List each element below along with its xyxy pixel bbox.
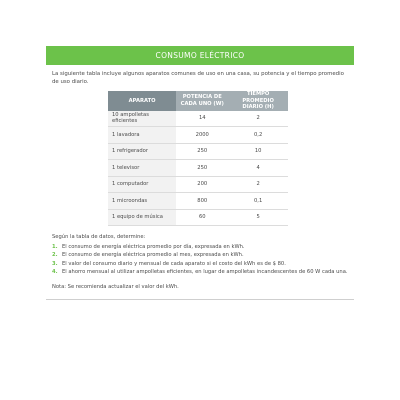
cell-aparato: 1 microondas bbox=[108, 193, 176, 210]
cell-tiempo: 2 bbox=[228, 176, 288, 193]
item-number: 3. bbox=[52, 260, 58, 267]
cell-aparato: 1 televisor bbox=[108, 160, 176, 177]
section-title: CONSUMO ELÉCTRICO bbox=[155, 51, 245, 60]
cell-potencia: 200 bbox=[176, 176, 228, 193]
item-number: 2. bbox=[52, 252, 58, 259]
appliance-table bbox=[108, 91, 288, 226]
list-item bbox=[52, 243, 352, 252]
cell-tiempo: 5 bbox=[228, 209, 288, 226]
cell-potencia: 2000 bbox=[176, 127, 228, 144]
list-item bbox=[52, 251, 352, 260]
cell-potencia: 60 bbox=[176, 209, 228, 226]
cell-tiempo: 2 bbox=[228, 111, 288, 127]
cell-potencia: 250 bbox=[176, 143, 228, 160]
item-text: El ahorro mensual al utilizar ampolletas eficientes, en lugar de ampolletas incandescentes de 60 W cada una. bbox=[62, 269, 348, 276]
list-item bbox=[52, 260, 352, 269]
table-row bbox=[108, 209, 288, 226]
header-aparato: APARATO bbox=[108, 91, 176, 111]
section-title-bar bbox=[46, 46, 354, 65]
cell-aparato: 1 computador bbox=[108, 176, 176, 193]
table-row bbox=[108, 160, 288, 177]
cell-tiempo: 4 bbox=[228, 160, 288, 177]
cell-tiempo: 10 bbox=[228, 143, 288, 160]
list-item bbox=[52, 268, 352, 277]
cell-aparato: 1 equipo de música bbox=[108, 209, 176, 226]
table-row bbox=[108, 176, 288, 193]
item-text: El consumo de energía eléctrica promedio al mes, expresada en kWh. bbox=[62, 252, 244, 259]
header-tiempo: TIEMPO PROMEDIO DIARIO (H) bbox=[228, 91, 288, 111]
questions-lead: Según la tabla de datos, determine: bbox=[52, 234, 146, 240]
table-row bbox=[108, 127, 288, 144]
cell-potencia: 14 bbox=[176, 111, 228, 127]
divider bbox=[46, 299, 354, 300]
table-row bbox=[108, 193, 288, 210]
header-potencia: POTENCIA DE CADA UNO (W) bbox=[176, 91, 228, 111]
cell-aparato: 1 lavadora bbox=[108, 127, 176, 144]
table-row bbox=[108, 143, 288, 160]
cell-potencia: 250 bbox=[176, 160, 228, 177]
cell-aparato: 1 refrigerador bbox=[108, 143, 176, 160]
item-text: El valor del consumo diario y mensual de cada aparato si el costo del kWh es de $ 80. bbox=[62, 260, 286, 267]
cell-tiempo: 0,1 bbox=[228, 193, 288, 210]
footnote: Nota: Se recomienda actualizar el valor del kWh. bbox=[52, 283, 179, 290]
table-row bbox=[108, 111, 288, 127]
table-header-row bbox=[108, 91, 288, 111]
item-number: 4. bbox=[52, 269, 58, 276]
cell-potencia: 800 bbox=[176, 193, 228, 210]
cell-tiempo: 0,2 bbox=[228, 127, 288, 144]
questions-list bbox=[52, 243, 352, 277]
item-text: El consumo de energía eléctrica promedio por día, expresada en kWh. bbox=[62, 243, 245, 250]
questions-block bbox=[52, 233, 352, 297]
intro-paragraph: La siguiente tabla incluye algunos aparatos comunes de uso en una casa, su potencia y el tiempo promedio de uso diario. bbox=[52, 71, 344, 86]
item-number: 1. bbox=[52, 243, 58, 250]
cell-aparato: 10 ampolletas eficientes bbox=[108, 111, 176, 127]
